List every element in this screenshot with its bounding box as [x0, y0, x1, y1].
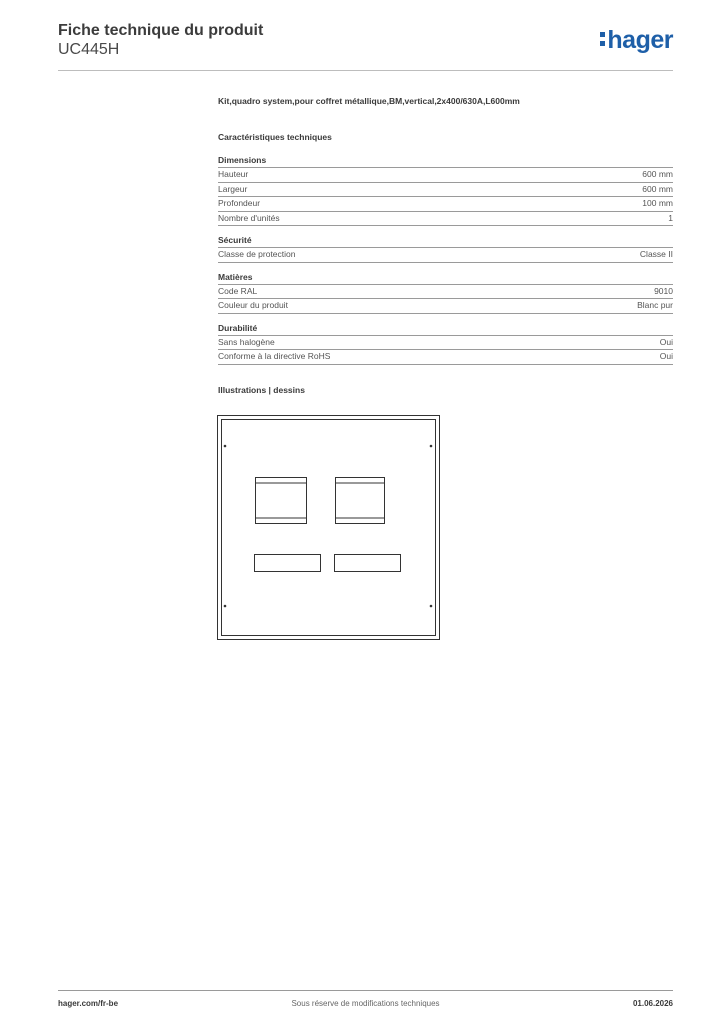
product-reference: UC445H	[58, 41, 120, 58]
screw-top-left	[224, 445, 227, 448]
spec-value: Blanc pur	[637, 300, 673, 310]
document-title: Fiche technique du produit	[58, 22, 264, 39]
spec-row	[218, 183, 673, 198]
spec-value: 100 mm	[642, 198, 673, 208]
screw-top-right	[430, 445, 433, 448]
hager-logo	[600, 26, 673, 55]
page-footer	[58, 990, 673, 1015]
spec-label: Sans halogène	[218, 336, 275, 347]
spec-label: Profondeur	[218, 198, 261, 208]
spec-label: Nombre d'unités	[218, 212, 280, 223]
spec-row	[218, 336, 673, 351]
label-slot-right	[335, 555, 401, 572]
product-description: Kit,quadro system,pour coffret métallique,BM,vertical,2x400/630A,L600mm	[218, 96, 520, 106]
spec-label: Classe de protection	[218, 249, 296, 259]
spec-row	[218, 212, 673, 227]
page-header	[58, 20, 673, 71]
spec-value: Oui	[659, 351, 673, 361]
panel-outer-frame	[218, 416, 440, 640]
spec-value: 1	[668, 212, 673, 223]
spec-label: Hauteur	[218, 169, 249, 179]
screw-bottom-right	[430, 605, 433, 608]
spec-value: 600 mm	[642, 169, 673, 179]
spec-value: Classe II	[639, 249, 673, 259]
spec-row	[218, 248, 673, 263]
screw-bottom-left	[224, 605, 227, 608]
spec-label: Code RAL	[218, 285, 258, 296]
logo-colon-icon	[600, 30, 606, 48]
spec-row	[218, 350, 673, 365]
specs-heading: Caractéristiques techniques	[218, 132, 332, 142]
product-drawing	[217, 415, 440, 640]
spec-label: Largeur	[218, 183, 248, 194]
panel-inner-frame	[222, 420, 436, 636]
spec-value: 600 mm	[642, 183, 673, 194]
spec-row	[218, 168, 673, 183]
spec-group-securite	[218, 235, 673, 263]
breaker-cutout-left	[256, 478, 307, 524]
spec-group-title: Sécurité	[218, 235, 673, 248]
footer-notice: Sous réserve de modifications techniques	[291, 999, 440, 1008]
footer-website: hager.com/fr-be	[58, 999, 119, 1008]
breaker-cutout-right	[336, 478, 385, 524]
spec-group-title: Durabilité	[218, 323, 673, 336]
logo-text: hager	[607, 26, 673, 54]
spec-row	[218, 299, 673, 314]
illustrations-heading: Illustrations | dessins	[218, 384, 305, 395]
spec-value: 9010	[654, 285, 673, 296]
spec-group-dimensions	[218, 155, 673, 226]
spec-group-matieres	[218, 272, 673, 314]
spec-group-title: Dimensions	[218, 155, 673, 168]
spec-value: Oui	[659, 336, 673, 347]
label-slot-left	[255, 555, 321, 572]
spec-label: Conforme à la directive RoHS	[218, 351, 331, 361]
spec-label: Couleur du produit	[218, 300, 288, 310]
spec-row	[218, 197, 673, 212]
main-content	[218, 96, 673, 395]
spec-group-durabilite	[218, 323, 673, 365]
spec-row	[218, 285, 673, 300]
spec-group-title: Matières	[218, 272, 673, 285]
footer-date: 01.06.2026	[632, 999, 673, 1008]
